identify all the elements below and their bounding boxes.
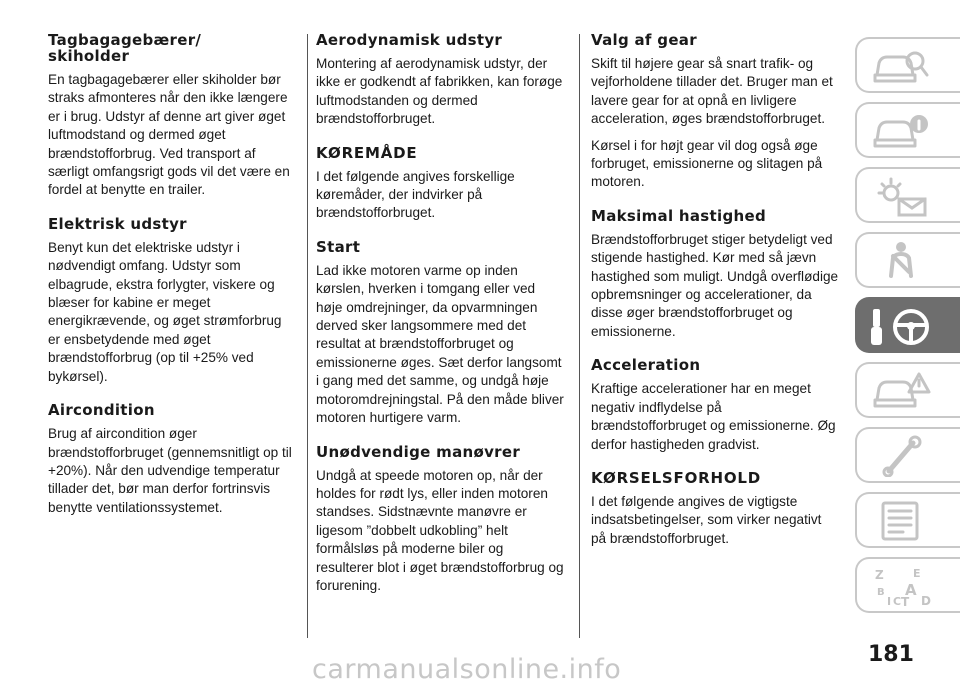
heading-start: Start	[316, 237, 361, 256]
warning-lights-icon	[869, 175, 933, 217]
car-warning-icon	[869, 370, 933, 412]
seatbelt-person-icon	[869, 240, 933, 282]
paragraph-gear-selection-2: Kørsel i for højt gear vil dog også øge forbruget, emissionerne og slitagen på motoren.	[591, 137, 823, 190]
paragraph-roof-rack: En tagbagagebærer eller skiholder bør straks afmonteres når den ikke længere er i brug. Udstyr af denne art giver øget luftmodstand og dermed øget brændstofforbrug. Ved transport af særligt omfangsrigt gods vil det være en fordel at benytte en trailer.	[48, 72, 290, 198]
paragraph-air-conditioning: Brug af aircondition øger brændstofforbruget (gennemsnitligt op til +20%). Når den udvendige temperatur tillader det, bør man derfor fortrinsvis benytte ventilationssystemet.	[48, 426, 292, 515]
heading-gear-selection: Valg af gear	[591, 31, 697, 49]
heading-max-speed: Maksimal hastighed	[591, 206, 766, 225]
column-divider	[579, 34, 580, 638]
watermark: carmanualsonline.info	[312, 654, 622, 685]
svg-text:T: T	[901, 595, 910, 607]
paragraph-aerodynamic: Montering af aerodynamisk udstyr, der ikke er godkendt af fabrikken, kan forøge luftmodstanden og dermed brændstofforbruget.	[316, 56, 563, 127]
heading-electrical-equipment: Elektrisk udstyr	[48, 214, 187, 233]
key-steering-wheel-icon	[869, 305, 933, 347]
svg-text:E: E	[913, 567, 921, 580]
specifications-list-icon	[869, 500, 933, 542]
heading-driving-style: KØREMÅDE	[316, 143, 418, 162]
tab-emergency[interactable]	[855, 362, 960, 418]
heading-unnecessary-manoeuvres: Unødvendige manøvrer	[316, 442, 521, 461]
alphabet-index-icon	[869, 565, 933, 607]
svg-text:Z: Z	[875, 568, 884, 582]
paragraph-max-speed: Brændstofforbruget stiger betydeligt ved stigende hastighed. Kør med så jævn hastighed som muligt. Undgå overflødige opbremsninger og accelerationer, da disse øger brændstofforbruget og emissionerne.	[591, 231, 839, 339]
column-divider	[307, 34, 308, 638]
page-number: 181	[868, 642, 914, 667]
paragraph-electrical-equipment: Benyt kun det elektriske udstyr i nødvendigt omfang. Udstyr som elbagrude, ekstra forlygter, viskere og blæser for kabine er meget energikrævende, og øget strømforbrug er ensbetydende med øget brændstofforbrug (op til +25% ved bykørsel).	[48, 239, 282, 384]
paragraph-unnecessary-manoeuvres: Undgå at speede motoren op, når der holdes for rødt lys, eller inden motoren standses. Sidstnævnte manøvre er ligesom ”dobbelt udkobling” helt formålsløs på moderne biler og resulterer blot i øget brændstofforbrug og forurening.	[316, 467, 564, 593]
heading-aerodynamic: Aerodynamisk udstyr	[316, 31, 503, 49]
chapter-tab-bar	[855, 37, 960, 622]
heading-acceleration: Acceleration	[591, 356, 701, 375]
svg-text:C: C	[893, 595, 902, 607]
column-2	[316, 32, 564, 603]
column-1	[48, 32, 296, 525]
svg-text:B: B	[877, 587, 885, 598]
tab-index[interactable]	[855, 557, 960, 613]
svg-text:I: I	[887, 595, 892, 607]
car-search-icon	[869, 45, 933, 87]
tab-starting-driving[interactable]	[855, 232, 960, 288]
heading-air-conditioning: Aircondition	[48, 401, 155, 420]
paragraph-gear-selection-1: Skift til højere gear så snart trafik- og vejforholdene tillader det. Bruger man et lavere gear for at opnå en livligere acceleration, øges brændstofforbruget.	[591, 56, 833, 127]
tab-knowing-instrument[interactable]	[855, 102, 960, 158]
tab-getting-to-know[interactable]	[855, 37, 960, 93]
car-info-icon	[869, 110, 933, 152]
paragraph-driving-style: I det følgende angives forskellige køremåder, der indvirker på brændstofforbruget.	[316, 168, 515, 221]
tab-driving[interactable]	[855, 297, 960, 353]
column-3	[591, 32, 839, 556]
tab-technical-data[interactable]	[855, 492, 960, 548]
tab-maintenance[interactable]	[855, 427, 960, 483]
paragraph-acceleration: Kraftige accelerationer har en meget negativ indflydelse på brændstofforbruget og emissionerne. Øg derfor hastigheden gradvist.	[591, 381, 836, 452]
paragraph-start: Lad ikke motoren varme op inden kørslen, hverken i tomgang eller ved høje omdrejninger, da opvarmningen derved sker langsommere med det resultat at brændstofforbruget og emissionerne øges. Sæt derfor langsomt i gang med det samme, og undgå høje motoromdrejningstal. På den måde bliver motoren hurtigere varm.	[316, 262, 564, 426]
svg-text:A: A	[905, 581, 917, 599]
svg-text:D: D	[921, 594, 931, 607]
tab-safety[interactable]	[855, 167, 960, 223]
paragraph-driving-conditions: I det følgende angives de vigtigste indsatsbetingelser, som virker negativt på brændstofforbruget.	[591, 493, 822, 546]
heading-roof-rack: Tagbagagebærer/ skiholder	[48, 31, 202, 65]
heading-driving-conditions: KØRSELSFORHOLD	[591, 468, 761, 487]
wrench-icon	[869, 435, 933, 477]
